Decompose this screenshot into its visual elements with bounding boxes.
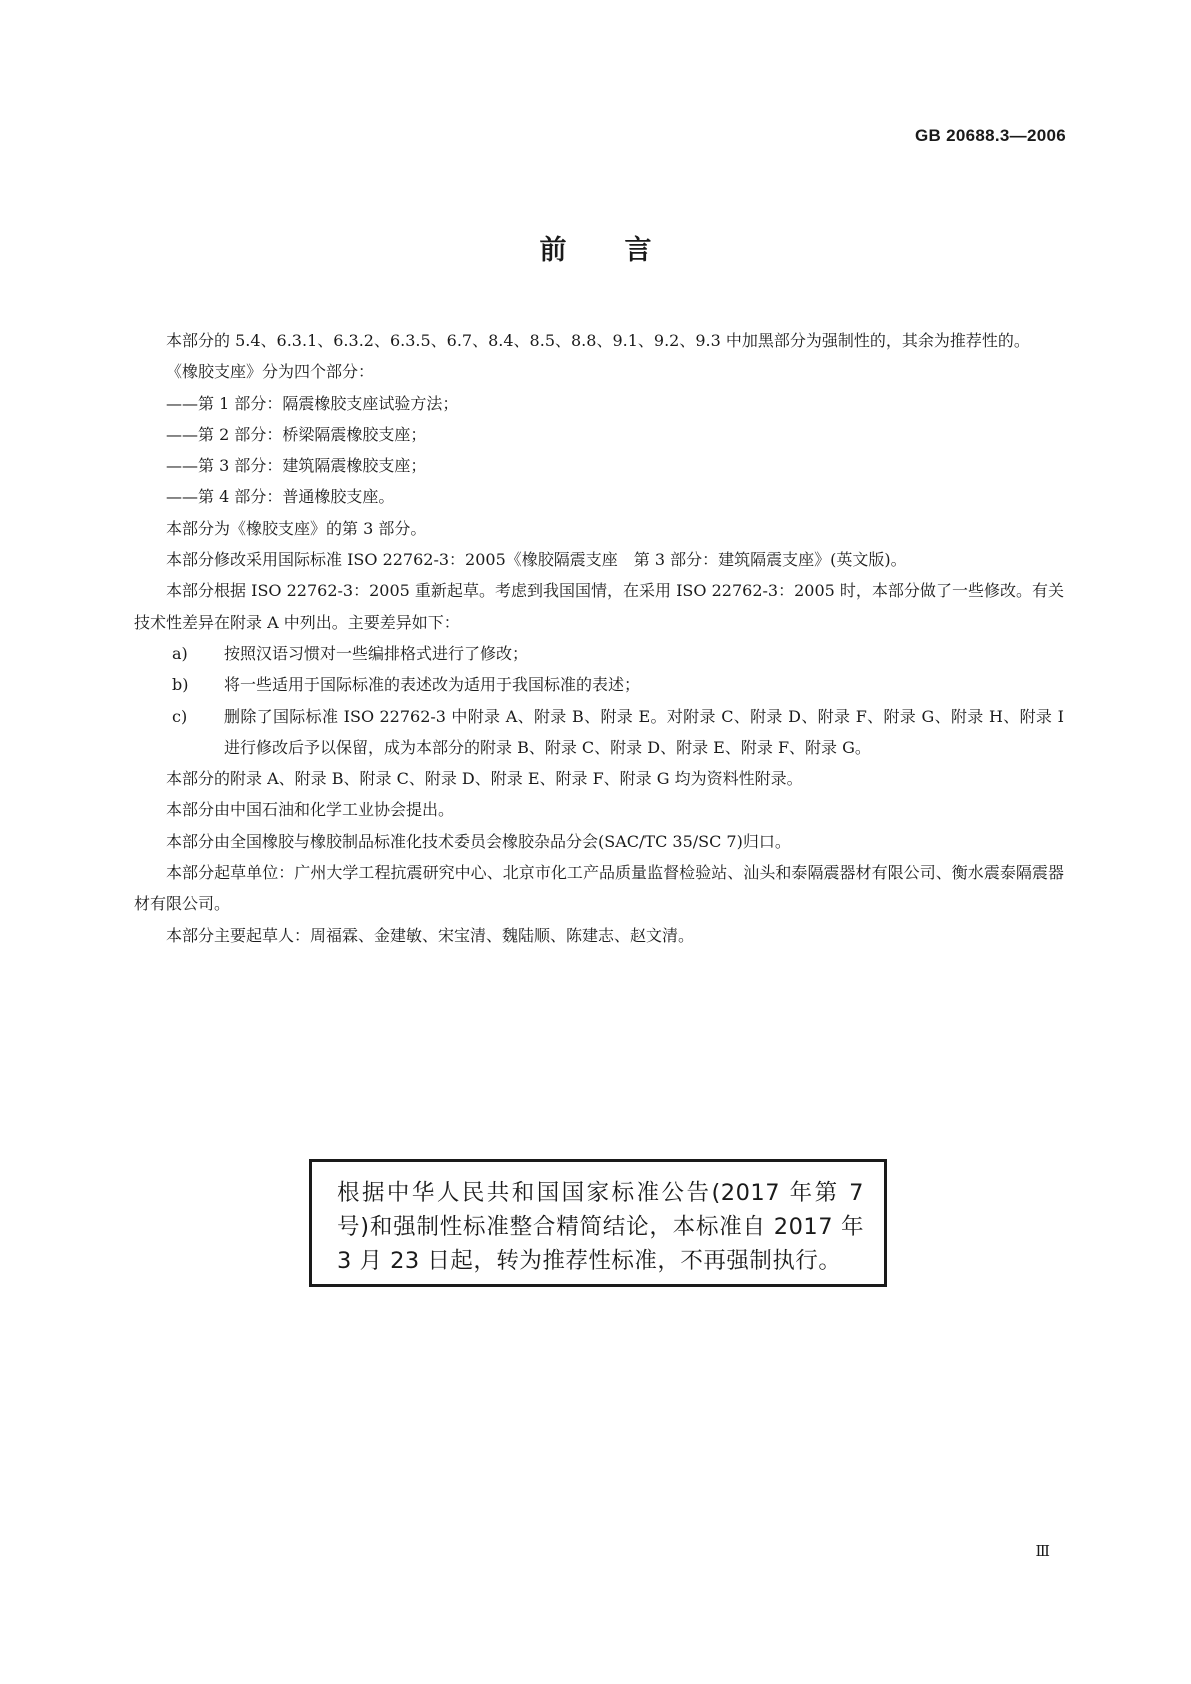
part-item-1: ——第 1 部分：隔震橡胶支座试验方法； [166, 393, 459, 413]
difference-item-c [134, 701, 1064, 764]
difference-item-b [134, 669, 1064, 700]
list-item-text: 按照汉语习惯对一些编排格式进行了修改； [224, 643, 529, 663]
paragraph-iso-adoption: 本部分修改采用国际标准 ISO 22762-3：2005《橡胶隔震支座 第 3 部分：建筑隔震支座》(英文版)。 [166, 550, 907, 570]
list-marker: a) [172, 643, 188, 663]
paragraph-committee: 本部分由全国橡胶与橡胶制品标准化技术委员会橡胶杂品分会(SAC/TC 35/SC 7)归口。 [166, 831, 791, 851]
page-title: 前言 [539, 235, 710, 266]
paragraph-mandatory-clauses: 本部分的 5.4、6.3.1、6.3.2、6.3.5、6.7、8.4、8.5、8.8、9.1、9.2、9.3 中加黑部分为强制性的，其余为推荐性的。 [166, 331, 1030, 350]
status-notice-box: 根据中华人民共和国国家标准公告(2017 年第 7 号)和强制性标准整合精简结论，本标准自 2017 年 3 月 23 日起，转为推荐性标准，不再强制执行。 [309, 1159, 887, 1287]
paragraph-drafters: 本部分主要起草人：周福霖、金建敏、宋宝清、魏陆顺、陈建志、赵文清。 [166, 925, 695, 945]
list-item-text: 删除了国际标准 ISO 22762-3 中附录 A、附录 B、附录 E。对附录 C、附录 D、附录 F、附录 G、附录 H、附录 I 进行修改后予以保留，成为本部分的附录 B、附录 C、附录 D、附录 E、附录 F、附录 G。 [224, 706, 1064, 757]
list-marker: c) [172, 706, 188, 726]
paragraph-annex-info: 本部分的附录 A、附录 B、附录 C、附录 D、附录 E、附录 F、附录 G 均为资料性附录。 [166, 769, 803, 789]
part-item-2: ——第 2 部分：桥梁隔震橡胶支座； [166, 424, 427, 444]
paragraph-drafting-units: 本部分起草单位：广州大学工程抗震研究中心、北京市化工产品质量监督检验站、汕头和泰隔震器材有限公司、衡水震泰隔震器材有限公司。 [134, 863, 1064, 914]
part-item-4: ——第 4 部分：普通橡胶支座。 [166, 487, 395, 507]
list-marker: b) [172, 675, 189, 695]
paragraph-proposer: 本部分由中国石油和化学工业协会提出。 [166, 800, 455, 820]
paragraph-this-part: 本部分为《橡胶支座》的第 3 部分。 [166, 518, 427, 538]
list-item-text: 将一些适用于国际标准的表述改为适用于我国标准的表述； [224, 675, 641, 695]
difference-item-a [134, 638, 1064, 669]
part-item-3: ——第 3 部分：建筑隔震橡胶支座； [166, 456, 427, 476]
foreword-body [134, 325, 1064, 951]
standard-code: GB 20688.3—2006 [915, 126, 1066, 145]
page-number: Ⅲ [1035, 1544, 1051, 1560]
paragraph-series-intro: 《橡胶支座》分为四个部分： [166, 362, 375, 382]
paragraph-redraft: 本部分根据 ISO 22762-3：2005 重新起草。考虑到我国国情，在采用 ISO 22762-3：2005 时，本部分做了一些修改。有关技术性差异在附录 A 中列出。主要差异如下： [134, 581, 1064, 632]
